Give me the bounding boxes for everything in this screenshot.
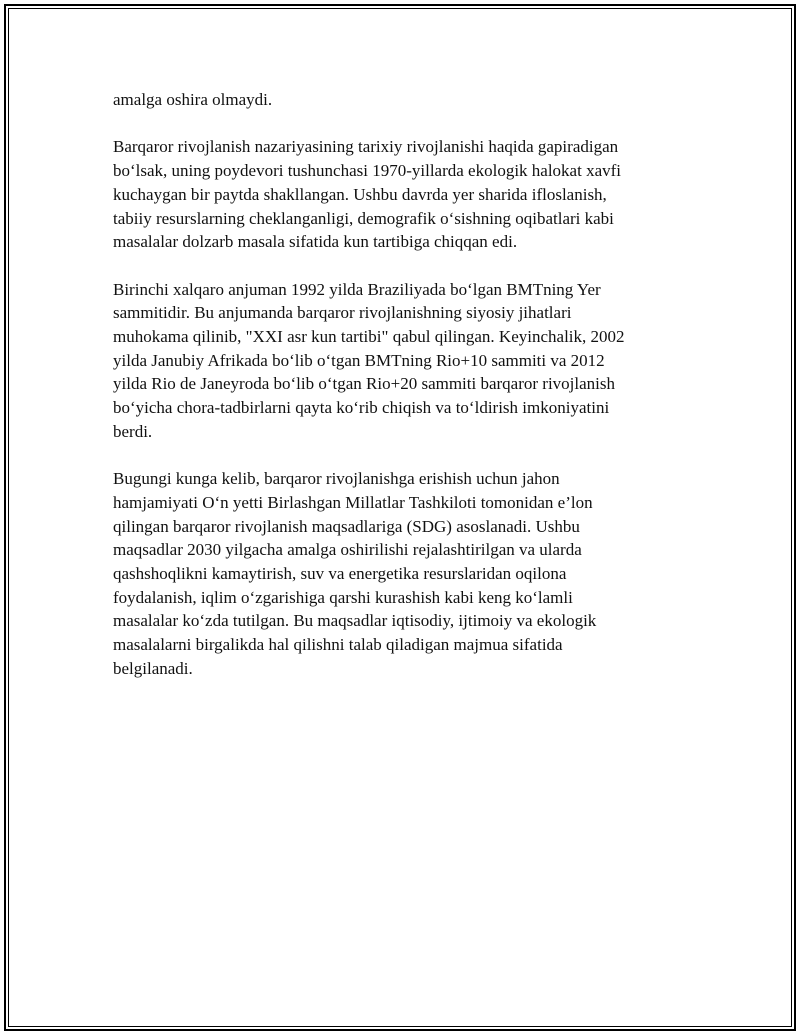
paragraph-continuation: amalga oshira olmaydi. [113,90,273,109]
paragraph-summits: Birinchi xalqaro anjuman 1992 yilda Braziliyada bo‘lgan BMTning Yer sammitidir. Bu anjumanda barqaror rivojlanishning siyosiy jihatlari muhokama qilinib, "XXI asr kun tartibi" qabul qilingan. Keyinchalik, 2002 yilda Janubiy Afrikada bo‘lib o‘tgan BMTning Rio+10 sammiti va 2012 yilda Rio de Janeyroda bo‘lib o‘tgan Rio+20 sammiti barqaror rivojlanish bo‘yicha chora-tadbirlarni qayta ko‘rib chiqish va to‘ldirish imkoniyatini berdi. [113,279,625,441]
document-body [113,88,673,704]
paragraph-sdg: Bugungi kunga kelib, barqaror rivojlanishga erishish uchun jahon hamjamiyati O‘n yetti Birlashgan Millatlar Tashkiloti tomonidan e’lon qilingan barqaror rivojlanish maqsadlariga (SDG) asoslanadi. Ushbu maqsadlar 2030 yilgacha amalga oshirilishi rejalashtirilgan va ularda qashshoqlikni kamaytirish, suv va energetika resurslaridan oqilona foydalanish, iqlim o‘zgarishiga qarshi kurashish kabi keng ko‘lamli masalalar ko‘zda tutilgan. Bu maqsadlar iqtisodiy, ijtimoiy va ekologik masalalarni birgalikda hal qilishni talab qiladigan majmua sifatida belgilanadi. [113,469,597,678]
paragraph-history: Barqaror rivojlanish nazariyasining tarixiy rivojlanishi haqida gapiradigan bo‘lsak, uning poydevori tushunchasi 1970-yillarda ekologik halokat xavfi kuchaygan bir paytda shakllangan. Ushbu davrda yer sharida ifloslanish, tabiiy resurslarning cheklanganligi, demografik o‘sishning oqibatlari kabi masalalar dolzarb masala sifatida kun tartibiga chiqqan edi. [113,137,622,252]
